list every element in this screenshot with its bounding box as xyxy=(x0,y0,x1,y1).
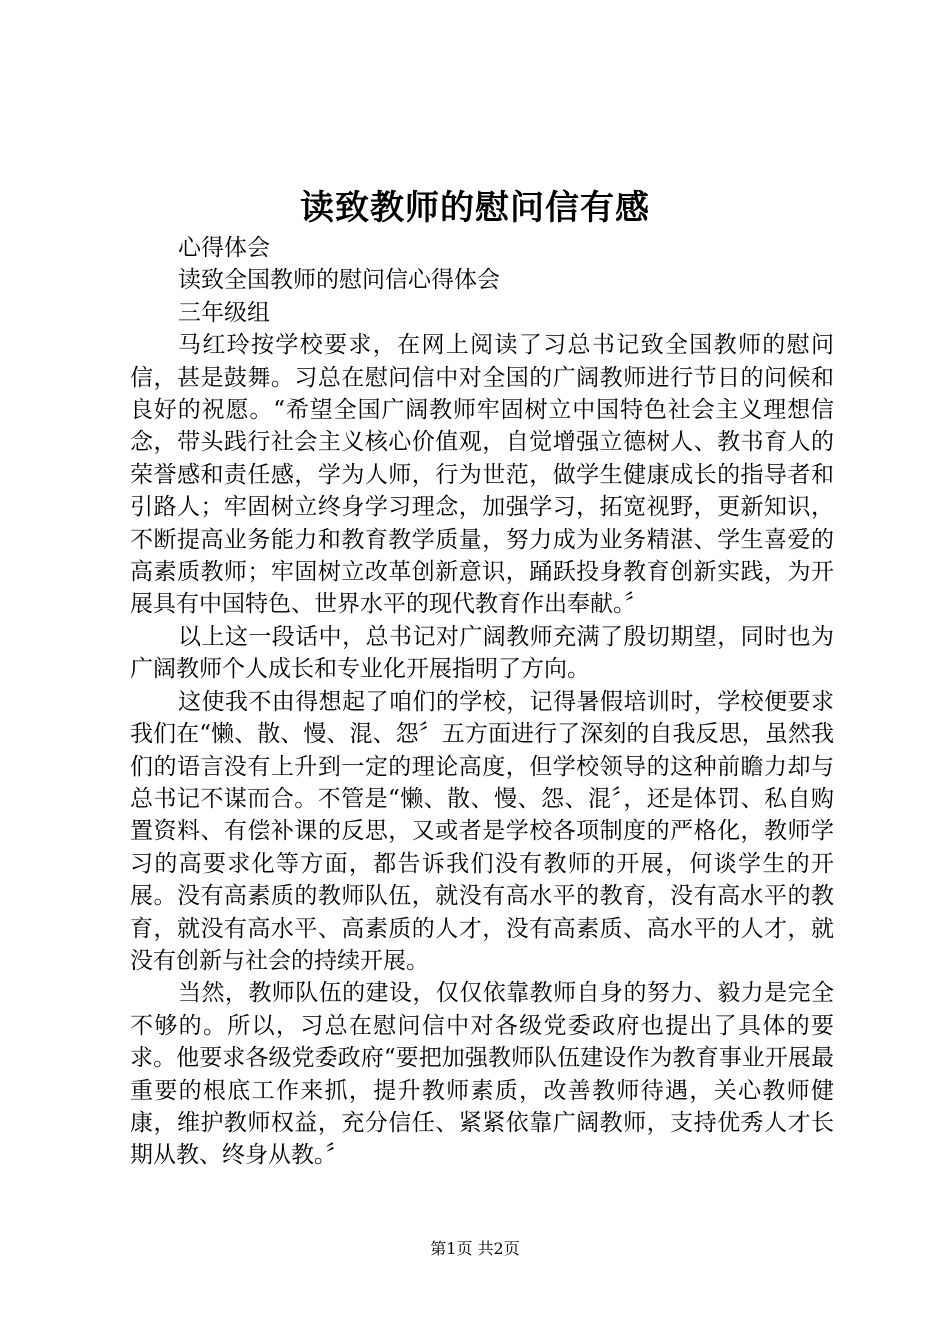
paragraph-subtitle: 读致全国教师的慰问信心得体会 xyxy=(178,267,500,294)
document-title: 读致教师的慰问信有感 xyxy=(300,188,650,228)
paragraph-group: 三年级组 xyxy=(178,299,270,326)
document-body xyxy=(130,232,834,1172)
paragraph-body-4: 当然，教师队伍的建设，仅仅依靠教师自身的努力、毅力是完全不够的。所以，习总在慰问信中对各级党委政府也提出了具体的要求。他要求各级党委政府“要把加强教师队伍建设作为教育事业开展最重要的根底工作来抓，提升教师素质，改善教师待遇，关心教师健康，维护教师权益，充分信任、紧紧依靠广阔教师，支持优秀人才长期从教、终身从教。〞 xyxy=(130,980,834,1169)
page-footer: 第1页 共2页 xyxy=(430,1239,520,1258)
paragraph-body-1: 马红玲按学校要求，在网上阅读了习总书记致全国教师的慰问信，甚是鼓舞。习总在慰问信中对全国的广阔教师进行节日的问候和良好的祝愿。“希望全国广阔教师牢固树立中国特色社会主义理想信念，带头践行社会主义核心价值观，自觉增强立德树人、教书育人的荣誉感和责任感，学为人师，行为世范，做学生健康成长的指导者和引路人；牢固树立终身学习理念，加强学习，拓宽视野，更新知识，不断提高业务能力和教育教学质量，努力成为业务精湛、学生喜爱的高素质教师；牢固树立改革创新意识，踊跃投身教育创新实践，为开展具有中国特色、世界水平的现代教育作出奉献。〞 xyxy=(130,332,834,618)
paragraph-body-2: 以上这一段话中，总书记对广阔教师充满了殷切期望，同时也为广阔教师个人成长和专业化开展指明了方向。 xyxy=(130,623,834,683)
paragraph-body-3: 这使我不由得想起了咱们的学校，记得暑假培训时，学校便要求我们在“懒、散、慢、混、怨〞五方面进行了深刻的自我反思，虽然我们的语言没有上升到一定的理论高度，但学校领导的这种前瞻力却与总书记不谋而合。不管是“懒、散、慢、怨、混〞，还是体罚、私自购置资料、有偿补课的反思，又或者是学校各项制度的严格化，教师学习的高要求化等方面，都告诉我们没有教师的开展，何谈学生的开展。没有高素质的教师队伍，就没有高水平的教育，没有高水平的教育，就没有高水平、高素质的人才，没有高素质、高水平的人才，就没有创新与社会的持续开展。 xyxy=(130,688,834,974)
paragraph-label: 心得体会 xyxy=(178,235,270,261)
